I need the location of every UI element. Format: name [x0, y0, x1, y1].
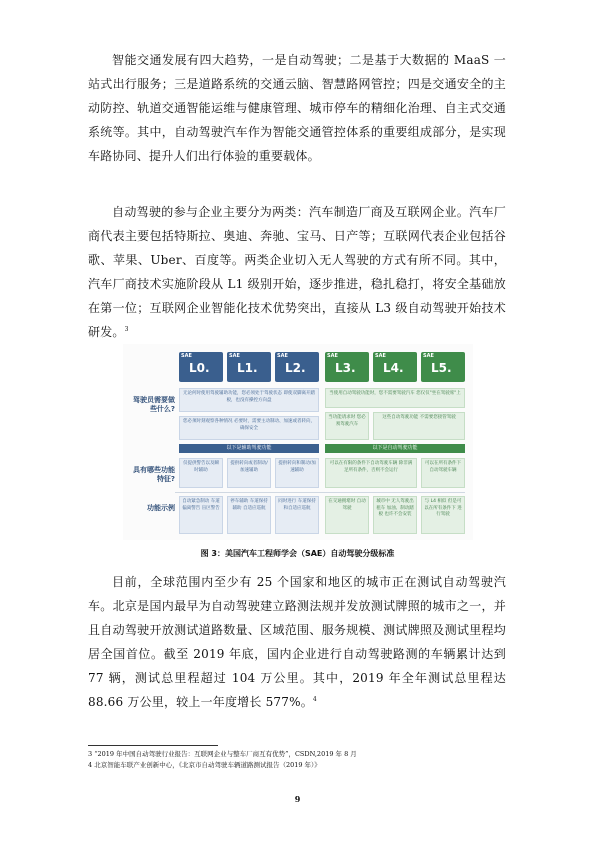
page-number: 9 — [294, 794, 301, 804]
row-label-features: 具有哪些功能特征? — [133, 466, 175, 483]
footnote-3: 3 “2019 年中国自动驾驶行业报告：互联网企业与整车厂商互有优势”，CSDN,2019 年 8 月 — [88, 750, 357, 758]
level-header-l5: SAE L5. — [421, 352, 465, 382]
level-header-l3: SAE L3. — [325, 352, 369, 382]
driver-green-box: 当使用自动驾驶功能时，您不需要驾驶汽车 您仅仅"坐在驾驶席"上 — [325, 388, 465, 408]
sae-levels-figure — [123, 344, 473, 540]
feature-l5: 可以在所有条件下自动驾驶车辆 — [421, 458, 465, 488]
footnote-4: 4 北京智能车联产业创新中心，《北京市自动驾驶车辆道路测试报告（2019 年）》 — [88, 761, 321, 769]
footnote-rule — [88, 745, 218, 746]
assist-bar: 以下是辅助驾驶功能 — [179, 444, 319, 453]
paragraph-participants: 自动驾驶的参与企业主要分为两类：汽车制造厂商及互联网企业。汽车厂商代表主要包括特斯拉、奥迪、奔驰、宝马、日产等；互联网代表企业包括谷歌、苹果、Uber、百度等。两类企业切入无人驾驶的方式有所不同。其中，汽车厂商技术实施阶段从 L1 级别开始，逐步推进，稳扎稳打，将安全基础放在第一位；互联网企业智能化技术优势突出，直接从 L3 级自动驾驶开始技术研发。$^3$ — [88, 205, 506, 339]
driver-blue-box-2: 您必须时刻观察各种情况 必要时，需要主动制动、加速或者转向，确保安全 — [179, 416, 319, 440]
paragraph-testing: 目前，全球范围内至少有 25 个国家和地区的城市正在测试自动驾驶汽车。北京是国内最早为自动驾驶建立路测法规并发放测试牌照的城市之一，并且自动驾驶开放测试道路数量、区域范围、服务规模、测试牌照及测试里程均居全国首位。截至 2019 年底，国内企业进行自动驾驶路测的车辆累计达到 77 辆，测试总里程超过 104 万公里。其中，2019 年全年测试总里程达 88.66 万公里，较上一年度增长 577%。$^4$ — [88, 575, 506, 709]
level-header-l4: SAE L4. — [373, 352, 417, 382]
separator — [175, 492, 465, 493]
example-l4: 城市中 无人驾驶出租车 加油、制动踏板 也许不会安装 — [373, 496, 417, 534]
driver-green-l3: 当功能请求时 您必须驾驶汽车 — [325, 412, 369, 440]
example-l2: 同时进行 车道保持和自适应巡航 — [275, 496, 319, 534]
feature-l2: 提供转向和制动/加速辅助 — [275, 458, 319, 488]
example-l0: 自动紧急制动 车道偏离警告 盲区警告 — [179, 496, 223, 534]
row-label-driver: 驾驶员需要做些什么? — [133, 396, 175, 413]
example-l3: 在交通拥堵时 自动驾驶 — [325, 496, 369, 534]
example-l5: 与 L4 相似 但是可以在所有条件下 进行驾驶 — [421, 496, 465, 534]
figure-caption: 图 3：美国汽车工程师学会（SAE）自动驾驶分级标准 — [200, 549, 395, 558]
feature-l0: 仅提供警告以及瞬时辅助 — [179, 458, 223, 488]
level-header-l2: SAE L2. — [275, 352, 319, 382]
feature-l1: 提供转向或者制动/加速辅助 — [227, 458, 271, 488]
level-header-l0: SAE L0. — [179, 352, 223, 382]
example-l1: 停车辅助 车道保持辅助 自适应巡航 — [227, 496, 271, 534]
feature-l3-l4: 可以在有限的条件下自动驾驶车辆 除非满足所有条件，否则不会运行 — [325, 458, 417, 488]
footnote-ref-3[interactable]: 3 — [124, 326, 129, 333]
driver-green-l45: 这些自动驾驶功能 不需要您接管驾驶 — [373, 412, 465, 440]
auto-bar: 以下是自动驾驶功能 — [325, 444, 465, 453]
row-label-examples: 功能示例 — [147, 504, 175, 512]
level-header-l1: SAE L1. — [227, 352, 271, 382]
paragraph-intelligent-traffic: 智能交通发展有四大趋势，一是自动驾驶；二是基于大数据的 MaaS 一站式出行服务；三是道路系统的交通云脑、智慧路网管控；四是交通安全的主动防控、轨道交通智能运维与健康管理、城市停车的精细化治理、自主式交通系统等。其中，自动驾驶汽车作为智能交通管控体系的重要组成部分，是实现车路协同、提升人们出行体验的重要载体。 — [88, 53, 506, 163]
driver-blue-box: 无论何时使用驾驶辅助功能，您必须处于驾驶状态 即使双脚离开踏板，也没有操控方向盘 — [179, 388, 319, 412]
footnote-ref-4[interactable]: 4 — [312, 696, 317, 703]
